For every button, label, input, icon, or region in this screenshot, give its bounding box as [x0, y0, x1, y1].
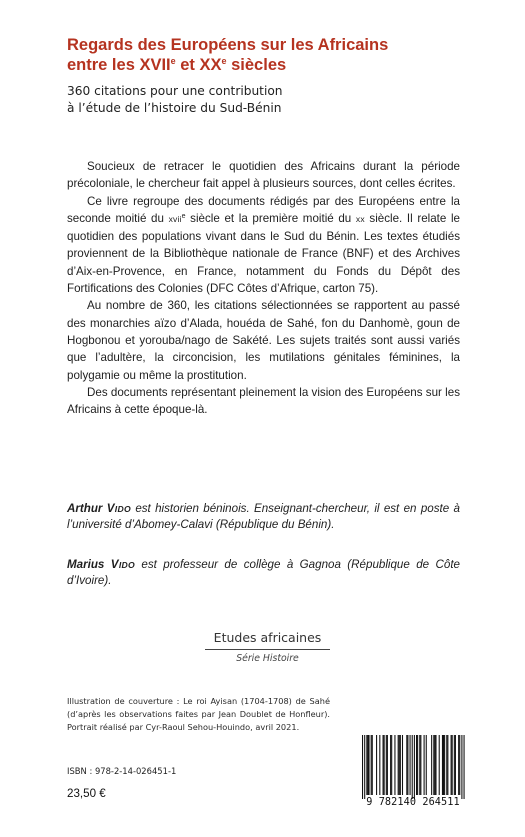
barcode-bar	[379, 735, 380, 795]
barcode-bar	[420, 735, 421, 795]
barcode-bar	[383, 735, 384, 795]
collection-series: Série Histoire	[236, 653, 299, 664]
summary-text	[67, 158, 460, 418]
isbn: ISBN : 978-2-14-026451-1	[67, 766, 177, 776]
barcode-bar	[461, 735, 462, 799]
barcode-bar	[387, 735, 388, 795]
barcode-bar	[446, 735, 447, 795]
summary-paragraph-4: Des documents représentant pleinement la vision des Européens sur les Africains à cette époque-là.	[67, 385, 460, 417]
barcode-bar	[372, 735, 373, 795]
title-line-2	[67, 55, 467, 75]
author-1-first-name: Arthur	[67, 502, 107, 515]
title-superscript-1: e	[170, 56, 176, 66]
barcode-bar	[454, 735, 455, 795]
author-2-last-name	[111, 560, 135, 570]
barcode-bar	[371, 735, 372, 795]
summary-paragraph-2	[67, 193, 460, 298]
author-bio-2	[67, 557, 460, 589]
barcode-bar	[433, 735, 434, 795]
book-title	[67, 35, 467, 75]
summary-p2-text-b: siècle et la première moitié du	[185, 211, 356, 225]
summary-paragraph-3: Au nombre de 360, les citations sélectionnées se rapportent au passé des monarchies aïzo d’Alada, houéda de Sahé, fon du Danhomè, goun de Hogbonou et yorouba/nago de Sakété. Les sujets traités sont aussi variés que l’adultère, la circoncision, les mutilations génitales féminines, la polygamie ou même la prostitution.	[67, 299, 460, 382]
century-superscript: e	[181, 212, 186, 220]
barcode-bar	[451, 735, 452, 795]
author-2-last-initial: V	[110, 558, 119, 571]
author-1-last-initial: V	[106, 502, 115, 515]
author-2-bio-text: est professeur de collège à Gagnoa (République de Côte d’Ivoire).	[67, 558, 460, 587]
barcode-bar	[368, 735, 369, 795]
title-line-1: Regards des Européens sur les Africains	[67, 36, 389, 54]
author-2-first-name: Marius	[67, 558, 111, 571]
barcode-bar	[452, 735, 453, 795]
barcode-bar	[384, 735, 385, 795]
barcode-bar	[367, 735, 368, 795]
barcode-bar	[426, 735, 427, 795]
barcode-bar	[455, 735, 456, 795]
author-2-last-rest: IDO	[118, 560, 135, 570]
barcode	[354, 733, 472, 810]
author-1-last-rest: IDO	[114, 504, 131, 514]
collection-divider	[205, 649, 330, 650]
barcode-bar	[399, 735, 400, 795]
barcode-bar	[412, 735, 413, 799]
barcode-bar	[362, 735, 363, 799]
barcode-bar	[416, 735, 417, 795]
barcode-bar	[402, 735, 403, 795]
barcode-bar	[386, 735, 387, 795]
subtitle-line-2: à l’étude de l’histoire du Sud-Bénin	[67, 100, 282, 115]
book-subtitle	[67, 83, 467, 116]
title-text-c: siècles	[226, 56, 287, 74]
barcode-digits: 9 782140 264511	[366, 797, 460, 808]
barcode-bar	[417, 735, 418, 795]
summary-p2-text-c: siècle. Il relate le quotidien des populations vivant dans le Sud du Bénin. Les textes étudiés proviennent de la Bibliothèque nationale de France (BNF) et des Archives d’Aix-en-Provence, en France, notamment du Fonds du Dépôt des Fortifications des Colonies (DFC Côtes d’Afrique, carton 75).	[67, 211, 460, 296]
title-text-a: entre les XVII	[67, 56, 171, 74]
title-text-b: et XX	[175, 56, 222, 74]
barcode-bar	[443, 735, 444, 795]
barcode-bar	[435, 735, 436, 795]
collection-block	[205, 630, 330, 665]
barcode-bar	[414, 735, 415, 799]
barcode-bar	[410, 735, 411, 795]
subtitle-line-1: 360 citations pour une contribution	[67, 84, 283, 98]
barcode-bar	[464, 735, 465, 799]
century-xvii: xvii	[168, 213, 182, 224]
barcode-bar	[439, 735, 440, 795]
barcode-bar	[364, 735, 365, 799]
cover-illustration-credit: Illustration de couverture : Le roi Ayisan (1704-1708) de Sahé (d’après les observations faites par Jean Doublet de Honfleur). Portrait réalisé par Cyr-Raoul Sehou-Houindo, avril 2021.	[67, 696, 330, 732]
barcode-bar	[366, 735, 367, 795]
collection-name: Etudes africaines	[213, 630, 322, 645]
barcode-bar	[447, 735, 448, 795]
summary-p2-text-a: Ce livre regroupe des documents rédigés par des Européens entre la seconde moitié du	[67, 194, 460, 225]
barcode-bar	[459, 735, 460, 795]
author-1-bio-text: est historien béninois. Enseignant-chercheur, il est en poste à l’université d’Abomey-Calavi (République du Bénin).	[67, 502, 460, 531]
barcode-bar	[406, 735, 407, 795]
barcode-bar	[400, 735, 401, 795]
barcode-bar	[444, 735, 445, 795]
title-superscript-2: e	[221, 56, 227, 66]
barcode-bars	[354, 733, 472, 799]
price: 23,50 €	[67, 787, 106, 800]
barcode-bar	[390, 735, 391, 795]
author-1-last-name	[107, 504, 131, 514]
barcode-bar	[398, 735, 399, 795]
summary-paragraph-1: Soucieux de retracer le quotidien des Africains durant la période précoloniale, le chercheur fait appel à plusieurs sources, dont celles écrites.	[67, 160, 460, 191]
barcode-bar	[376, 735, 377, 795]
barcode-bar	[424, 735, 425, 795]
barcode-bar	[391, 735, 392, 795]
century-xx: xx	[355, 213, 365, 224]
barcode-bar	[394, 735, 395, 795]
barcode-bar	[419, 735, 420, 795]
barcode-bar	[434, 735, 435, 795]
author-bio-1	[67, 501, 460, 533]
barcode-bar	[431, 735, 432, 795]
barcode-bar	[442, 735, 443, 795]
barcode-bar	[458, 735, 459, 795]
barcode-bar	[407, 735, 408, 795]
